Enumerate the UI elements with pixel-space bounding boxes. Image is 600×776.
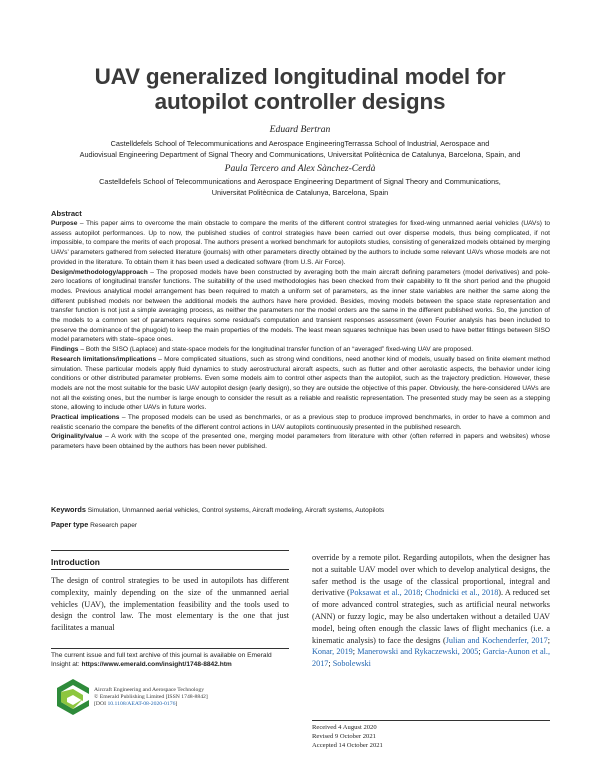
paper-type-label: Paper type [51, 520, 89, 529]
footnote-url-link[interactable]: https://www.emerald.com/insight/1748-8842.htm [81, 661, 232, 668]
paper-type [51, 520, 550, 531]
citation-julian[interactable]: Julian and Kochenderfer, 2017 [445, 635, 548, 645]
article-dates [312, 723, 550, 750]
intro-right-sep-4: ; [352, 647, 358, 657]
purpose-label: Purpose [51, 220, 78, 227]
intro-bottom-rule [51, 569, 289, 570]
doi-prefix: [DOI [94, 701, 108, 707]
practical-label: Practical implications [51, 414, 120, 422]
design-label: Design/methodology/approach [51, 268, 148, 276]
footnote-line-2 [51, 660, 289, 669]
publisher-issn: © Emerald Publishing Limited [ISSN 1748-8842] [94, 694, 208, 700]
publisher-info [94, 687, 284, 708]
abstract-findings [51, 345, 550, 355]
footnote-line-1: The current issue and full text archive of this journal is available on Emerald [51, 652, 272, 659]
practical-text: – The proposed models can be used as benchmarks, or as a previous step to produce improved benchmarks, in order to have a common and realistic scenario the compare the benefits of the different control actions in UAV autopilots continuously presented in the published research. [51, 414, 550, 431]
intro-right-paragraph [312, 552, 550, 670]
intro-top-rule [51, 550, 289, 551]
affiliation-2-line-1: Castelldefels School of Telecommunications and Aerospace Engineering Department of Signal Theory and Communications, [99, 177, 501, 186]
citation-manerowski[interactable]: Manerowski and Rykaczewski, 2005 [357, 647, 479, 657]
intro-right-sep-5: ; [478, 647, 483, 657]
author-1: Eduard Bertran [269, 124, 331, 135]
abstract-section [51, 209, 550, 452]
doi-suffix: ] [175, 701, 178, 707]
paper-title [40, 64, 560, 114]
date-received: Received 4 August 2020 [312, 724, 377, 731]
keywords [51, 505, 550, 516]
design-text: – The proposed models have been constructed by averaging both the main aircraft defining parameters (model derivatives) and pole-zero locations of longitudinal transfer functions. The suitability of the used methodologies has been checked from their capability to fit the short period and the phugoid modes. Previous analytical model arrangement has been required to match a uniform set of parameters, as the inner state variables are neither the same along the different published models nor between the additional models the authors have here provided. Besides, moving models between the space state representation and transfer function is not just a simple averaging process, as neither the parameters nor the model orders are the same in the different published works. So, the junction of the models to a common set of parameters requires some residual’s computation and transient responses assessment (even Fourier analysis has been included to preserve the dominance of the phugoid) to keep the main properties of the models. The least mean squares technique has been used to have better fittings between SISO model parameters with state–space ones. [51, 268, 550, 344]
abstract-design [51, 268, 550, 346]
paper-type-text: Research paper [90, 522, 138, 529]
publisher-doi [94, 701, 284, 708]
publisher-journal: Aircraft Engineering and Aerospace Technology [94, 687, 205, 693]
intro-left-paragraph: The design of control strategies to be used in autopilots has different complexity, mainly depending on the size of the unmanned aerial vehicles (UAV), the implementation feasibility and the tools used to design the control law. The most elementary is the one that just facilitates a manual [51, 576, 289, 633]
intro-right-sep-1: ; [420, 588, 425, 598]
keywords-text: Simulation, Unmanned aerial vehicles, Control systems, Aircraft modeling, Aircraft systems, Autopilots [87, 507, 385, 514]
footnote [51, 651, 289, 669]
citation-poksawat[interactable]: Poksawat et al., 2018 [349, 588, 421, 598]
emerald-logo-icon [55, 678, 91, 716]
abstract-practical [51, 413, 550, 432]
findings-text: – Both the SISO (Laplace) and state-space models for the longitudinal transfer function of an “averaged” fixed-wing UAV are proposed. [78, 346, 474, 354]
abstract-purpose [51, 219, 550, 268]
footnote-prefix: Insight at: [51, 661, 82, 668]
abstract-limitations [51, 355, 550, 413]
intro-right-text-2: ). A reduced set of more advanced control strategies, such as artificial neural networks (ANN) or fuzzy logic, may be also undertaken without a detailed UAV model, being often enough the classic laws of flight mechanics (i.e. a kinematic analysis) to face the designs ( [312, 588, 551, 645]
keywords-label: Keywords [51, 505, 86, 514]
limitations-text: – More complicated situations, such as strong wind conditions, need another kind of models, usually based on finite element method simulation. These particular models apply fluid dynamics to study aerostructural aircraft aspects, such as flutter and other aerolastic aspects, the behavior under icing conditions or other distributed parameter problems. Even some models aim to control other aspects than the autopilot, such as the trajectory prediction. However, these models are not the most suitable for the basic UAV autopilot design (early design), so they are outside the objective of this paper. Obviously, the here-considered UAVs are not all the existing ones, but the number is large enough to consider the result as a reliable and realistic representation. The presented study may be seen as a stepping stone, allowing to include other UAVs in future works. [51, 355, 550, 412]
findings-label: Findings [51, 346, 79, 354]
intro-right-sep-6: ; [328, 659, 333, 669]
author-2: Paula Tercero and Alex Sànchez-Cerdà [224, 163, 376, 174]
originality-text: – A work with the scope of the presented one, merging model parameters from literature with other (often referred in papers and websites) whose parameters have been obtained by the authors has been never published. [51, 433, 550, 451]
emerald-logo [55, 678, 91, 716]
affiliation-2-line-2: Universitat Politècnica de Catalunya, Barcelona, Spain [211, 187, 389, 197]
affiliation-1-line-2: Audiovisual Engineering Department of Signal Theory and Communications, Universitat Politècnica de Catalunya, Barcelona, Spain, and [79, 149, 521, 159]
title-line-2: autopilot controller designs [154, 89, 446, 114]
purpose-text: – This paper aims to overcome the main obstacle to compare the merits of the different control strategies for fixed-wing unmanned aerial vehicles (UAVs) to assess autopilot performances. Up to now, the published studies of control strategies have been carried out over disperse models, thus being complicated, if not impossible, to compare the merits of each proposal. The authors present a worked benchmark for autopilots studies, consisting of generalized models obtained by merging UAVs’ parameters gathered from selected literature (journals) with other parameters directly obtained by the authors to include some relevant UAVs whose models are not provided in the literature. To obtain them it has been used a dedicated software (from U.S. Air Force). [51, 220, 550, 266]
citation-garcia-aunon[interactable]: Garcia-Aunon et al., 2017 [312, 647, 550, 669]
citation-konar[interactable]: Konar, 2019 [312, 647, 353, 657]
intro-right-text-1: override by a remote pilot. Regarding autopilots, when the designer has not a suitable UAV model over which to develop analytical designs, the safer method is the usage of the classical proportional, integral and derivative ( [312, 553, 550, 598]
dates-rule [312, 720, 550, 721]
limitations-label: Research limitations/implications [51, 355, 157, 363]
originality-label: Originality/value [51, 433, 103, 441]
intro-heading: Introduction [51, 557, 100, 567]
citation-chodnicki[interactable]: Chodnicki et al., 2018 [424, 588, 499, 598]
date-accepted: Accepted 14 October 2021 [312, 742, 383, 749]
affiliation-2 [48, 177, 552, 198]
affiliation-1 [48, 139, 552, 160]
doi-link[interactable]: 10.1108/AEAT-08-2020-0176 [107, 701, 176, 707]
citation-sobolewski[interactable]: Sobolewski [332, 659, 371, 669]
abstract-originality [51, 432, 550, 451]
intro-right-sep-3: ; [547, 635, 550, 645]
date-revised: Revised 9 October 2021 [312, 733, 376, 740]
title-line-1: UAV generalized longitudinal model for [94, 64, 506, 89]
abstract-heading: Abstract [51, 209, 82, 218]
footnote-rule [51, 648, 289, 649]
affiliation-1-line-1: Castelldefels School of Telecommunications and Aerospace EngineeringTerrassa School of Industrial, Aerospace and [110, 139, 490, 148]
